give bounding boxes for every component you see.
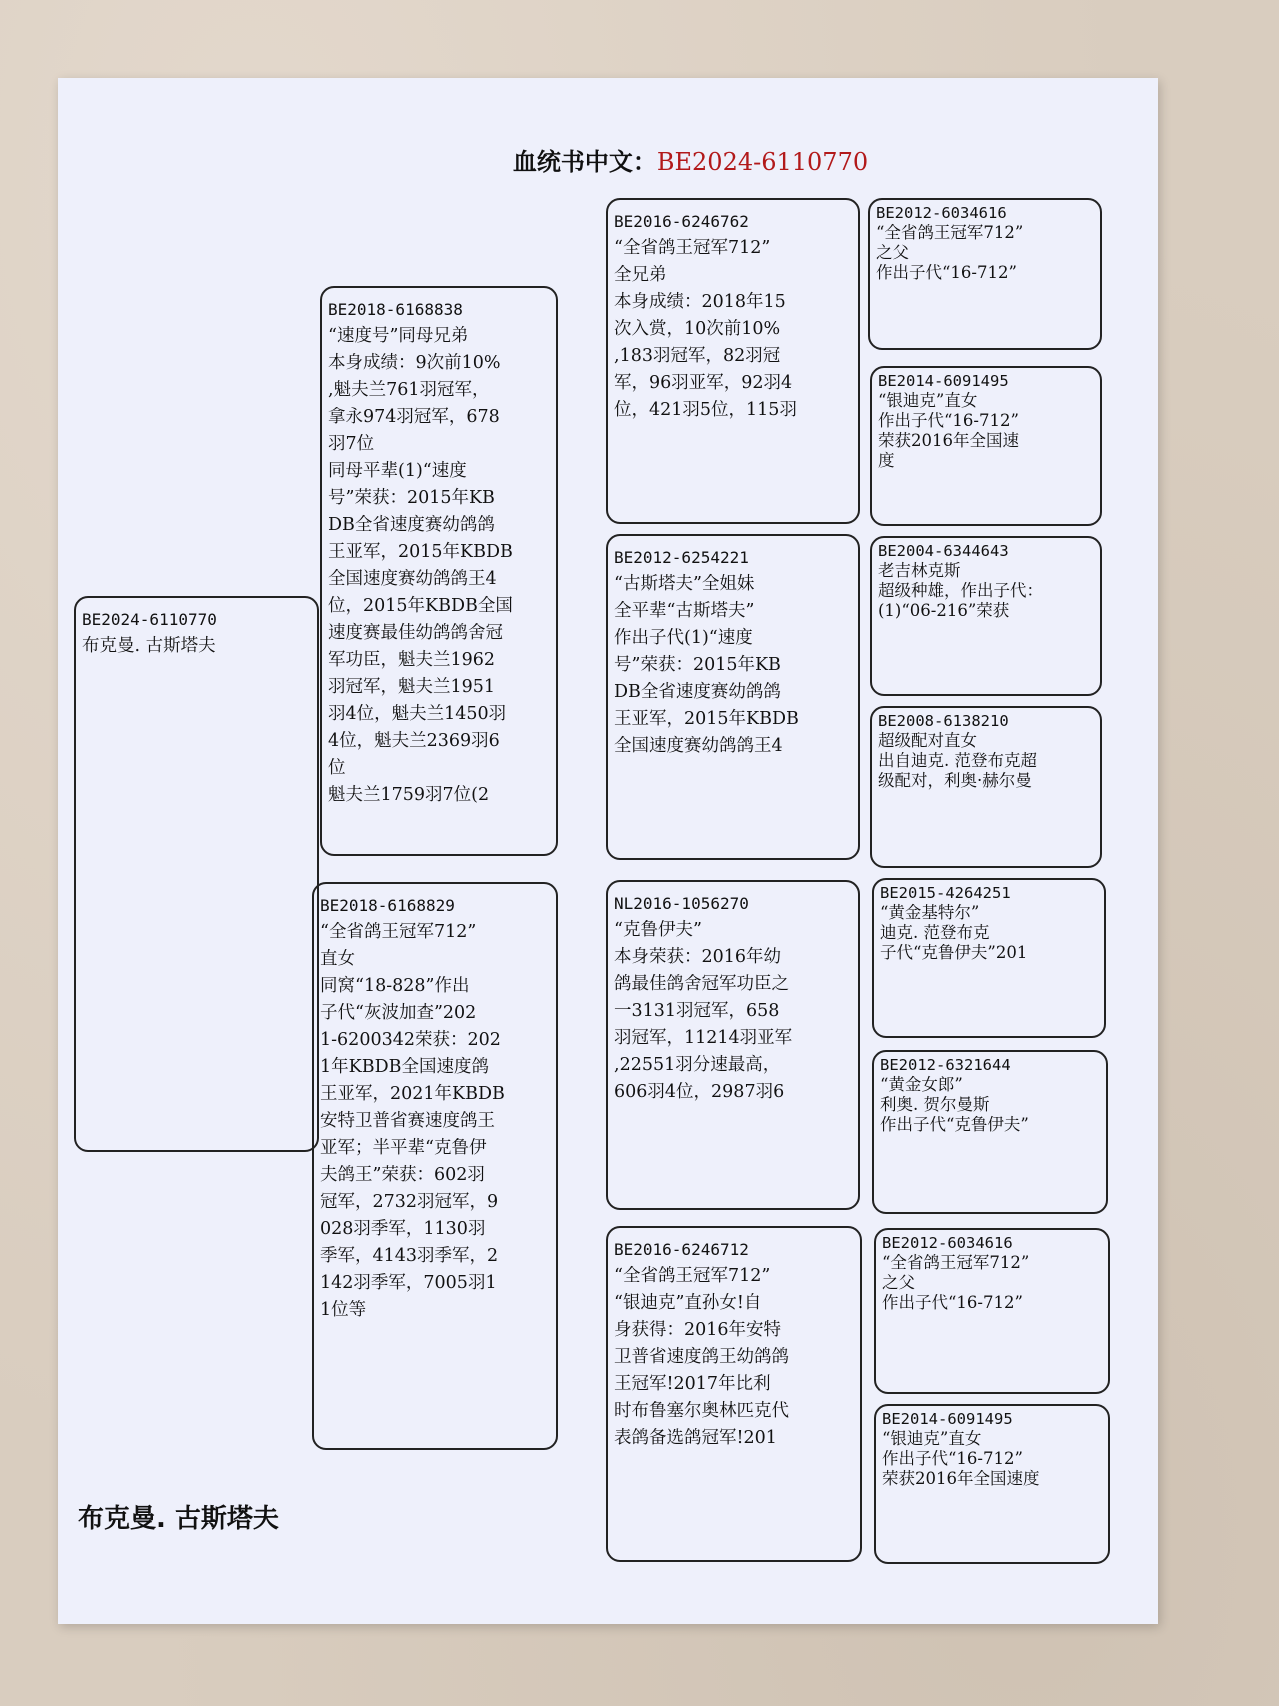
- pedigree-text-line: 全国速度赛幼鸽鸽王4: [614, 736, 783, 756]
- pedigree-text-line: 1年KBDB全国速度鸽: [320, 1057, 489, 1077]
- pedigree-text-line: 子代“灰波加查”202: [320, 1003, 477, 1023]
- pedigree-text-line: 军功臣，魁夫兰1962: [328, 650, 496, 670]
- pedigree-text-line: “银迪克”直女: [882, 1429, 982, 1448]
- title-label: 血统书中文：: [512, 148, 657, 176]
- pedigree-text-line: 全兄弟: [614, 265, 667, 285]
- pedigree-text-line: 表鸽备选鸽冠军!201: [614, 1428, 777, 1448]
- pedigree-text-line: (1)“06-216”荣获: [878, 601, 1010, 620]
- ring-number: BE2024-6110770: [82, 610, 217, 629]
- pigeon-card-sds: [870, 536, 1102, 696]
- pedigree-text-line: 位: [328, 758, 346, 778]
- pedigree-text-line: 亚军；半平辈“克鲁伊: [320, 1138, 487, 1158]
- ring-number: BE2016-6246762: [614, 212, 749, 231]
- pedigree-text-line: 次入赏，10次前10%: [614, 319, 781, 339]
- pedigree-text-line: 卫普省速度鸽王幼鸽鸽: [614, 1347, 789, 1367]
- pedigree-text-line: DB全省速度赛幼鸽鸽: [614, 682, 781, 702]
- pedigree-text-line: 魁夫兰1759羽7位(2: [328, 785, 490, 805]
- pedigree-text-line: “古斯塔夫”全姐妹: [614, 574, 755, 594]
- pedigree-text-line: 安特卫普省赛速度鸽王: [320, 1111, 495, 1131]
- pedigree-text-line: “全省鸽王冠军712”: [320, 922, 477, 942]
- pedigree-text-line: 羽7位: [328, 434, 375, 454]
- pedigree-text-line: 一3131羽冠军，658: [614, 1001, 780, 1021]
- pedigree-text-line: 羽4位，魁夫兰1450羽: [328, 704, 507, 724]
- pedigree-text-line: “全省鸽王冠军712”: [882, 1253, 1030, 1272]
- pedigree-text-line: 之父: [882, 1273, 915, 1292]
- pedigree-text-line: 超级配对直女: [878, 731, 977, 750]
- pedigree-text-line: 王亚军，2015年KBDB: [328, 542, 513, 562]
- pedigree-text-line: 王冠军!2017年比利: [614, 1374, 771, 1394]
- pedigree-text-line: “速度号”同母兄弟: [328, 326, 469, 346]
- pedigree-text-line: 本身成绩：9次前10%: [328, 353, 501, 373]
- pigeon-card-dam-sire: [606, 880, 860, 1210]
- pedigree-text-line: 本身荣获：2016年幼: [614, 947, 782, 967]
- owner-name: 布克曼. 古斯塔夫: [78, 1504, 279, 1534]
- ring-number: BE2012-6254221: [614, 548, 749, 567]
- pedigree-text-line: 布克曼. 古斯塔夫: [82, 636, 216, 656]
- ring-number: BE2012-6321644: [880, 1056, 1011, 1074]
- pigeon-card-sss: [868, 198, 1102, 350]
- ring-number: BE2012-6034616: [882, 1234, 1013, 1252]
- ring-number: BE2004-6344643: [878, 542, 1009, 560]
- pedigree-text-line: DB全省速度赛幼鸽鸽: [328, 515, 495, 535]
- pedigree-text-line: “黄金基特尔”: [880, 903, 980, 922]
- pedigree-text-line: 作出子代“克鲁伊夫”: [880, 1115, 1029, 1134]
- pigeon-card-sire-sire: [606, 198, 860, 524]
- pedigree-text-line: 超级种雄，作出子代：: [878, 581, 1043, 600]
- pedigree-text-line: 羽冠军，魁夫兰1951: [328, 677, 496, 697]
- pedigree-text-line: “全省鸽王冠军712”: [876, 223, 1024, 242]
- pedigree-text-line: 作出子代“16-712”: [876, 263, 1017, 282]
- ring-number: BE2016-6246712: [614, 1240, 749, 1259]
- ring-number: BE2008-6138210: [878, 712, 1009, 730]
- pigeon-card-dam: [312, 882, 558, 1450]
- pedigree-sheet: [58, 78, 1158, 1624]
- ring-number: NL2016-1056270: [614, 894, 749, 913]
- pedigree-text-line: 号”荣获：2015年KB: [328, 488, 495, 508]
- pedigree-text-line: 1位等: [320, 1300, 367, 1320]
- pedigree-text-line: 142羽季军，7005羽1: [320, 1273, 497, 1293]
- pedigree-text-line: 作出子代“16-712”: [882, 1449, 1023, 1468]
- pedigree-text-line: ,183羽冠军，82羽冠: [614, 346, 781, 366]
- pedigree-text-line: 1-6200342荣获：202: [320, 1030, 501, 1050]
- ring-number: BE2012-6034616: [876, 204, 1007, 222]
- pedigree-text-line: 位，2015年KBDB全国: [328, 596, 513, 616]
- pedigree-text-line: 级配对，利奥·赫尔曼: [878, 771, 1032, 790]
- pigeon-card-subject: [74, 596, 319, 1152]
- pedigree-text-line: 作出子代“16-712”: [878, 411, 1019, 430]
- pedigree-text-line: 王亚军，2021年KBDB: [320, 1084, 505, 1104]
- pedigree-text-line: 冠军，2732羽冠军，9: [320, 1192, 499, 1212]
- pigeon-card-ddd: [874, 1404, 1110, 1564]
- pedigree-text-line: 利奥. 贺尔曼斯: [880, 1095, 990, 1114]
- pigeon-card-sire-dam: [606, 534, 860, 860]
- page-title: [58, 142, 1158, 177]
- pedigree-text-line: 作出子代(1)“速度: [614, 628, 753, 648]
- pedigree-text-line: 4位，魁夫兰2369羽6: [328, 731, 500, 751]
- pedigree-text-line: 号”荣获：2015年KB: [614, 655, 781, 675]
- pedigree-text-line: “黄金女郎”: [880, 1075, 963, 1094]
- pedigree-text-line: 拿永974羽冠军，678: [328, 407, 500, 427]
- pedigree-text-line: 位，421羽5位，115羽: [614, 400, 797, 420]
- pedigree-text-line: “全省鸽王冠军712”: [614, 238, 771, 258]
- ring-number: BE2014-6091495: [882, 1410, 1013, 1428]
- pedigree-text-line: “全省鸽王冠军712”: [614, 1266, 771, 1286]
- pigeon-card-sdd: [870, 706, 1102, 868]
- ring-number: BE2018-6168838: [328, 300, 463, 319]
- pedigree-text-line: 同母平辈(1)“速度: [328, 461, 467, 481]
- pigeon-card-sire: [320, 286, 558, 856]
- pigeon-card-ssd: [870, 366, 1102, 526]
- ring-number: BE2014-6091495: [878, 372, 1009, 390]
- pedigree-text-line: ,魁夫兰761羽冠军，: [328, 380, 490, 400]
- pedigree-text-line: 时布鲁塞尔奥林匹克代: [614, 1401, 789, 1421]
- pedigree-text-line: 度: [878, 451, 895, 470]
- pedigree-text-line: “银迪克”直女: [878, 391, 978, 410]
- pedigree-text-line: 荣获2016年全国速度: [882, 1469, 1040, 1488]
- pedigree-text-line: 全平辈“古斯塔夫”: [614, 601, 755, 621]
- pedigree-text-line: 老吉林克斯: [878, 561, 961, 580]
- pedigree-text-line: 军，96羽亚军，92羽4: [614, 373, 793, 393]
- pedigree-text-line: 鸽最佳鸽舍冠军功臣之: [614, 974, 789, 994]
- pigeon-card-dam-dam: [606, 1226, 862, 1562]
- title-ring-number: BE2024-6110770: [656, 148, 869, 176]
- pedigree-text-line: 直女: [320, 949, 355, 969]
- pedigree-text-line: ,22551羽分速最高，: [614, 1055, 781, 1075]
- pedigree-text-line: 606羽4位，2987羽6: [614, 1082, 785, 1102]
- pedigree-text-line: “银迪克”直孙女!自: [614, 1293, 762, 1313]
- pedigree-text-line: 身获得：2016年安特: [614, 1320, 782, 1340]
- pedigree-text-line: 荣获2016年全国速: [878, 431, 1019, 450]
- pedigree-text-line: 夫鸽王”荣获：602羽: [320, 1165, 485, 1185]
- pedigree-text-line: 全国速度赛幼鸽鸽王4: [328, 569, 497, 589]
- pedigree-text-line: 同窝“18-828”作出: [320, 976, 470, 996]
- pedigree-text-line: 028羽季军，1130羽: [320, 1219, 486, 1239]
- ring-number: BE2015-4264251: [880, 884, 1011, 902]
- pedigree-text-line: 子代“克鲁伊夫”201: [880, 943, 1028, 962]
- pigeon-card-dss: [872, 878, 1106, 1038]
- ring-number: BE2018-6168829: [320, 896, 455, 915]
- pedigree-text-line: 作出子代“16-712”: [882, 1293, 1023, 1312]
- pedigree-text-line: 出自迪克. 范登布克超: [878, 751, 1037, 770]
- pigeon-card-dds: [874, 1228, 1110, 1394]
- pedigree-text-line: 迪克. 范登布克: [880, 923, 990, 942]
- pedigree-text-line: 羽冠军，11214羽亚军: [614, 1028, 793, 1048]
- pedigree-text-line: “克鲁伊夫”: [614, 920, 702, 940]
- pedigree-text-line: 之父: [876, 243, 909, 262]
- pedigree-text-line: 王亚军，2015年KBDB: [614, 709, 799, 729]
- pedigree-text-line: 本身成绩：2018年15: [614, 292, 786, 312]
- pedigree-text-line: 速度赛最佳幼鸽鸽舍冠: [328, 623, 503, 643]
- pedigree-text-line: 季军，4143羽季军，2: [320, 1246, 499, 1266]
- pigeon-card-dsd: [872, 1050, 1108, 1214]
